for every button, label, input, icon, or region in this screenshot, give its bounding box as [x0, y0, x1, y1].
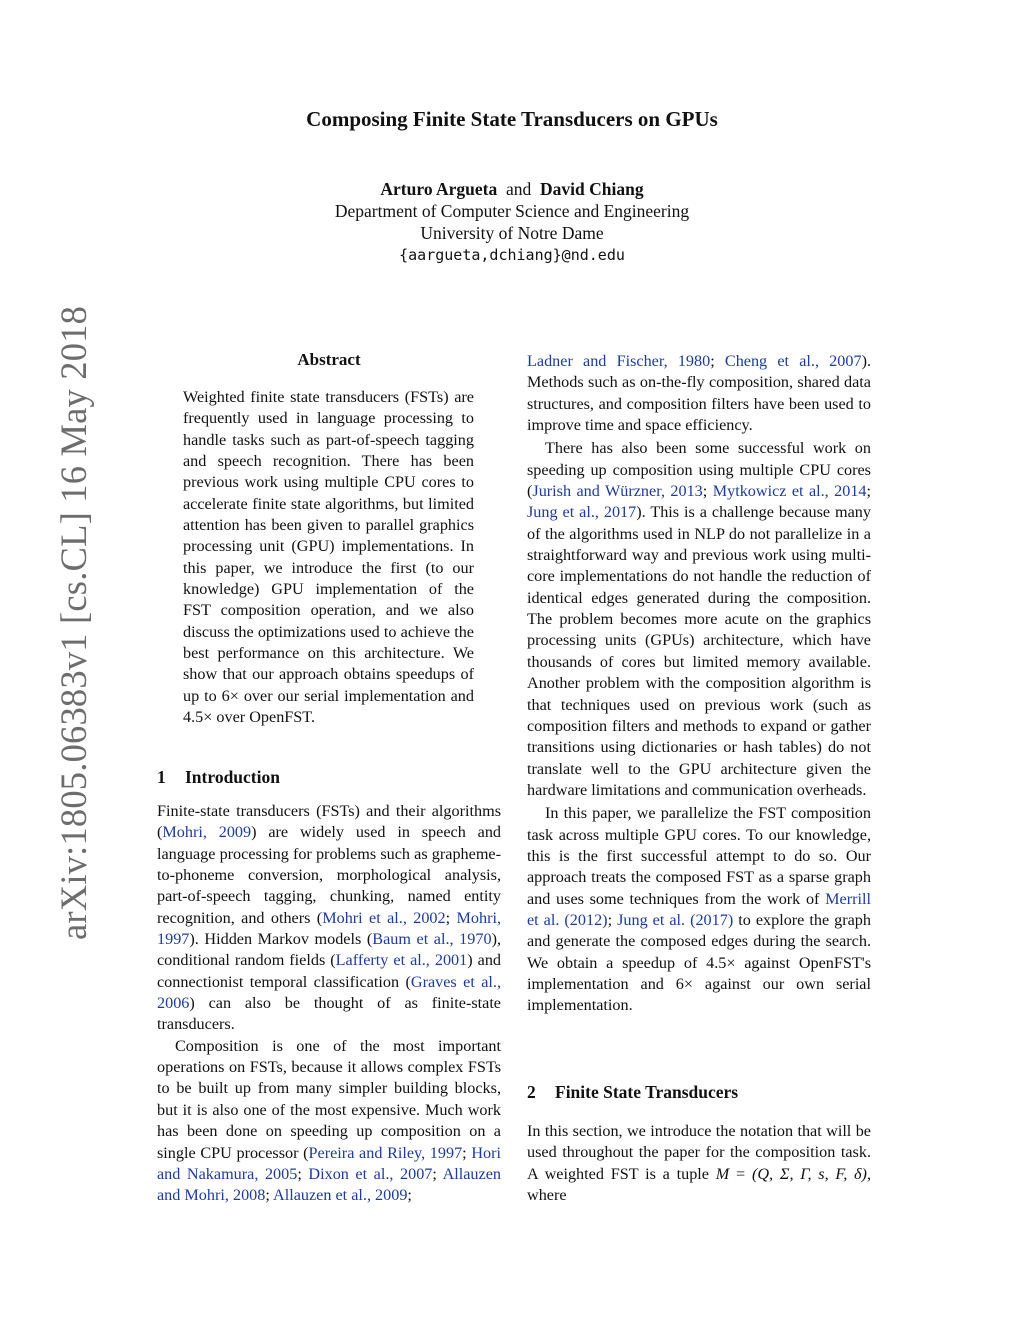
arxiv-stamp: arXiv:1805.06383v1 [cs.CL] 16 May 2018	[53, 305, 94, 940]
abstract-heading: Abstract	[297, 350, 361, 369]
paragraph: Composition is one of the most important operations on FSTs, because it allows complex FSTs to be built up from many simpler building blocks, but it is also one of the most expensive. Much work has been done on speeding up composition on a single CPU processor (Pereira and Riley, 1997; Hori and Nakamura, 2005; Dixon et al., 2007; Allauzen and Mohri, 2008; Allauzen et al., 2009;	[157, 1036, 501, 1205]
citation-link[interactable]: Mohri, 1997	[157, 908, 502, 949]
author-separator: and	[505, 179, 532, 199]
section-title: Introduction	[185, 767, 280, 787]
section-heading-fst	[527, 1082, 738, 1103]
university: University of Notre Dame	[420, 223, 604, 243]
department: Department of Computer Science and Engineering	[334, 201, 690, 221]
citation-link[interactable]: Cheng et al., 2007	[724, 352, 862, 370]
paragraph: In this section, we introduce the notation that will be used throughout the paper for the composition task. A weighted FST is a tuple M = (Q, Σ, Γ, s, F, δ), where	[527, 1122, 871, 1205]
section-heading-introduction	[157, 767, 280, 788]
citation-link[interactable]: Jurish and Würzner, 2013	[532, 482, 703, 501]
paper-title: Composing Finite State Transducers on GPUs	[306, 107, 718, 131]
author-name: Arturo Argueta	[380, 179, 498, 199]
citation-link[interactable]: Mytkowicz et al., 2014	[712, 482, 867, 501]
paragraph: Finite-state transducers (FSTs) and their algorithms (Mohri, 2009) are widely used in speech and language processing for problems such as grapheme-to-phoneme conversion, morphological analysis, part-of-speech tagging, chunking, named entity recognition, and others (Mohri et al., 2002; Mohri, 1997). Hidden Markov models (Baum et al., 1970), conditional random fields (Lafferty et al., 2001) and connectionist temporal classification (Graves et al., 2006) can also be thought of as finite-state transducers.	[157, 802, 502, 1034]
author-name: David Chiang	[540, 179, 644, 199]
author-line	[0, 178, 1024, 200]
citation-link[interactable]: Jung et al. (2017)	[617, 910, 734, 929]
citation-link[interactable]: Allauzen et al., 2009	[273, 1186, 408, 1205]
citation-link[interactable]: Pereira and Riley, 1997	[308, 1143, 463, 1162]
citation-link[interactable]: Merrill et al. (2012)	[527, 889, 871, 929]
section-title: Finite State Transducers	[555, 1082, 739, 1102]
citation-link[interactable]: Ladner and Fischer, 1980	[527, 352, 711, 370]
left-column	[157, 801, 501, 1207]
citation-link[interactable]: Graves et al., 2006	[157, 972, 501, 1013]
author-block	[0, 178, 1024, 266]
citation-link[interactable]: Jung et al., 2017	[527, 503, 637, 522]
citation-link[interactable]: Hori and Nakamura, 2005	[157, 1143, 501, 1183]
citation-link[interactable]: Lafferty et al., 2001	[335, 951, 468, 970]
math-tuple: (Q, Σ, Γ, s, F, δ)	[751, 1164, 867, 1183]
right-column-fst	[527, 1121, 871, 1206]
right-column	[527, 351, 871, 1017]
citation-link[interactable]: Dixon et al., 2007	[308, 1164, 433, 1183]
section-number: 1	[157, 767, 166, 787]
citation-link[interactable]: Allauzen and Mohri, 2008	[157, 1164, 501, 1205]
paragraph: There has also been some successful work on speeding up composition using multiple CPU cores (Jurish and Würzner, 2013; Mytkowicz et al., 2014; Jung et al., 2017). This is a challenge because many of the algorithms used in NLP do not parallelize in a straightforward way and previous work using multi-core implementations do not handle the reduction of identical edges generated during the composition. The problem becomes more acute on the graphics processing units (GPUs) architecture, which have thousands of cores but limited memory available. Another problem with the composition algorithm is that techniques used on previous work (such as composition filters and methods to expand or gather transitions using dictionaries or hash tables) do not translate well to the GPU architecture given the hardware limitations and communication overheads.	[527, 439, 872, 799]
section-number: 2	[527, 1082, 536, 1102]
abstract-text: Weighted finite state transducers (FSTs) are frequently used in language processing to handle tasks such as part-of-speech tagging and speech recognition. There has been previous work using multiple CPU cores to accelerate finite state algorithms, but limited attention has been given to parallel graphics processing unit (GPU) implementations. In this paper, we introduce the first (to our knowledge) GPU implementation of the FST composition operation, and we also discuss the optimizations used to achieve the best performance on this architecture. We show that our approach obtains speedups of up to 6× over our serial implementation and 4.5× over OpenFST.	[183, 388, 474, 727]
math-symbol: M	[715, 1164, 730, 1183]
paragraph: Ladner and Fischer, 1980; Cheng et al., 2007). Methods such as on-the-fly composition, shared data structures, and composition filters have been used to improve time and space efficiency.	[527, 352, 871, 435]
citation-link[interactable]: Mohri et al., 2002	[322, 908, 446, 927]
citation-link[interactable]: Mohri, 2009	[162, 823, 252, 842]
paragraph: In this paper, we parallelize the FST composition task across multiple GPU cores. To our knowledge, this is the first successful attempt to do so. Our approach treats the composed FST as a sparse graph and uses some techniques from the work of Merrill et al. (2012); Jung et al. (2017) to explore the graph and generate the composed edges during the search. We obtain a speedup of 4.5× against OpenFST's implementation and 6× against our own serial implementation.	[527, 804, 871, 1015]
email: {aargueta,dchiang}@nd.edu	[399, 246, 625, 264]
citation-link[interactable]: Baum et al., 1970	[372, 930, 492, 949]
